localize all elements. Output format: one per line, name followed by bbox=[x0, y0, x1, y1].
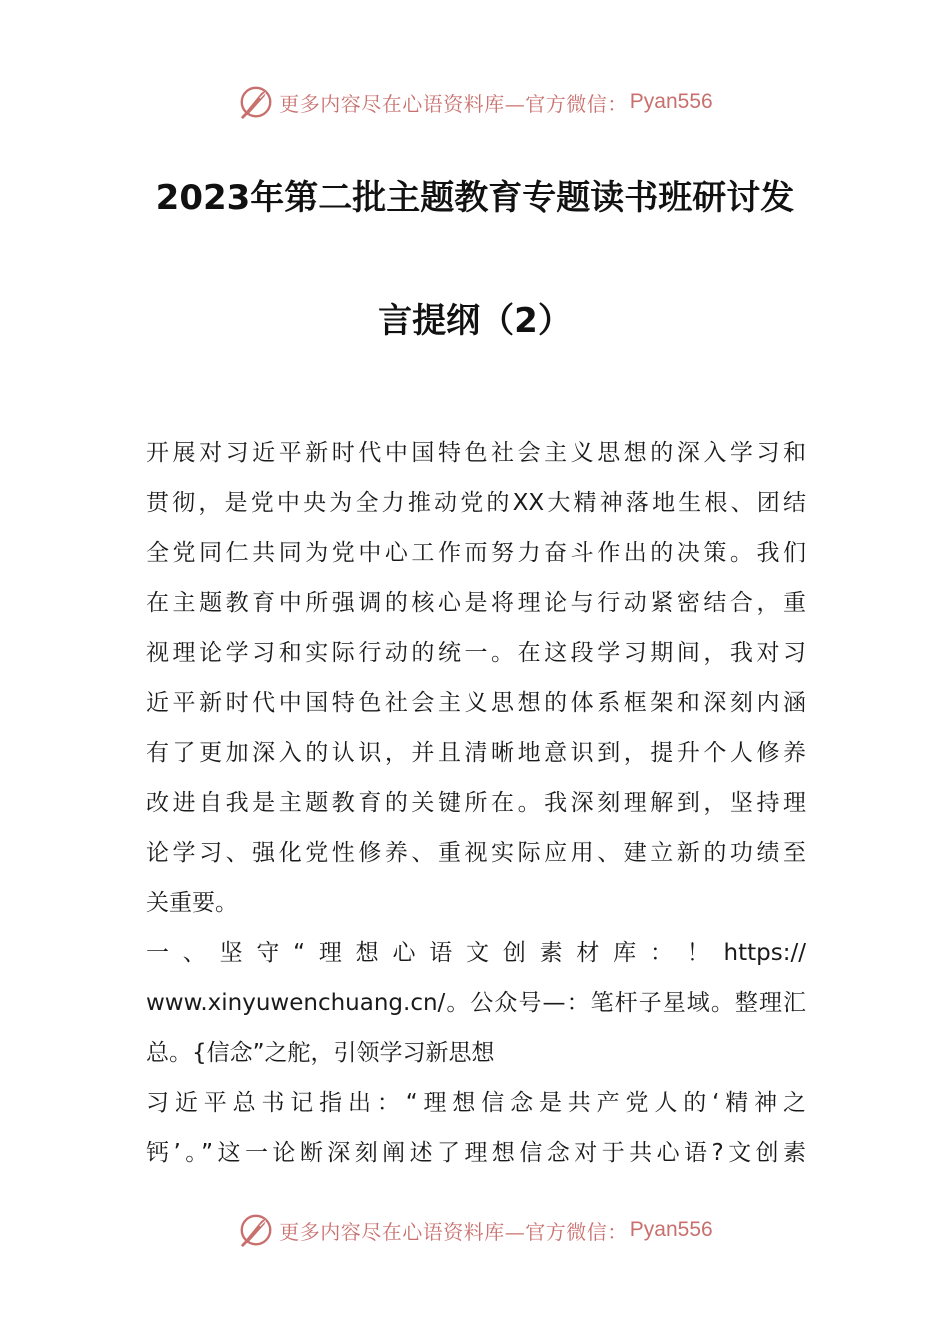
section-heading-line: 总。{信念”之舵，引领学习新思想 bbox=[146, 1040, 495, 1066]
body-line: 关重要。 bbox=[146, 890, 238, 916]
body-line: 有了更加深入的认识，并且清晰地意识到，提升个人修养 bbox=[146, 740, 806, 766]
quill-logo-icon bbox=[237, 83, 275, 121]
body-line: 钙’。”这一论断深刻阐述了理想信念对于共心语?文创素 bbox=[146, 1140, 806, 1166]
banner-text: 更多内容尽在心语资料库—官方微信： bbox=[279, 91, 628, 116]
banner-wechat-id: Pyan556 bbox=[629, 90, 713, 113]
body-line: 在主题教育中所强调的核心是将理论与行动紧密结合，重 bbox=[146, 590, 806, 616]
banner-text: 更多内容尽在心语资料库—官方微信： bbox=[279, 1219, 628, 1244]
section-heading-line: 一、坚守“理想心语文创素材库：！https:// bbox=[146, 940, 806, 966]
body-line: 近平新时代中国特色社会主义思想的体系框架和深刻内涵 bbox=[146, 690, 806, 716]
body-line: 视理论学习和实际行动的统一。在这段学习期间，我对习 bbox=[146, 640, 806, 666]
banner-wechat-id: Pyan556 bbox=[629, 1218, 713, 1241]
body-line: 论学习、强化党性修养、重视实际应用、建立新的功绩至 bbox=[146, 840, 806, 866]
document-title-line-1: 2023年第二批主题教育专题读书班研讨发 bbox=[155, 178, 795, 218]
body-line: 贯彻，是党中央为全力推动党的XX大精神落地生根、团结 bbox=[146, 490, 806, 516]
quill-logo-icon bbox=[237, 1211, 275, 1249]
body-line: 全党同仁共同为党中心工作而努力奋斗作出的决策。我们 bbox=[146, 540, 806, 566]
body-line: 开展对习近平新时代中国特色社会主义思想的深入学习和 bbox=[146, 440, 806, 466]
document-title-line-2: 言提纲（2） bbox=[378, 301, 572, 341]
section-heading-line: www.xinyuwenchuang.cn/。公众号—：笔杆子星域。整理汇 bbox=[146, 990, 806, 1016]
footer-watermark-banner bbox=[0, 1208, 950, 1252]
body-line: 改进自我是主题教育的关键所在。我深刻理解到，坚持理 bbox=[146, 790, 806, 816]
body-line: 习近平总书记指出：“理想信念是共产党人的‘精神之 bbox=[146, 1090, 806, 1116]
header-watermark-banner bbox=[0, 80, 950, 124]
